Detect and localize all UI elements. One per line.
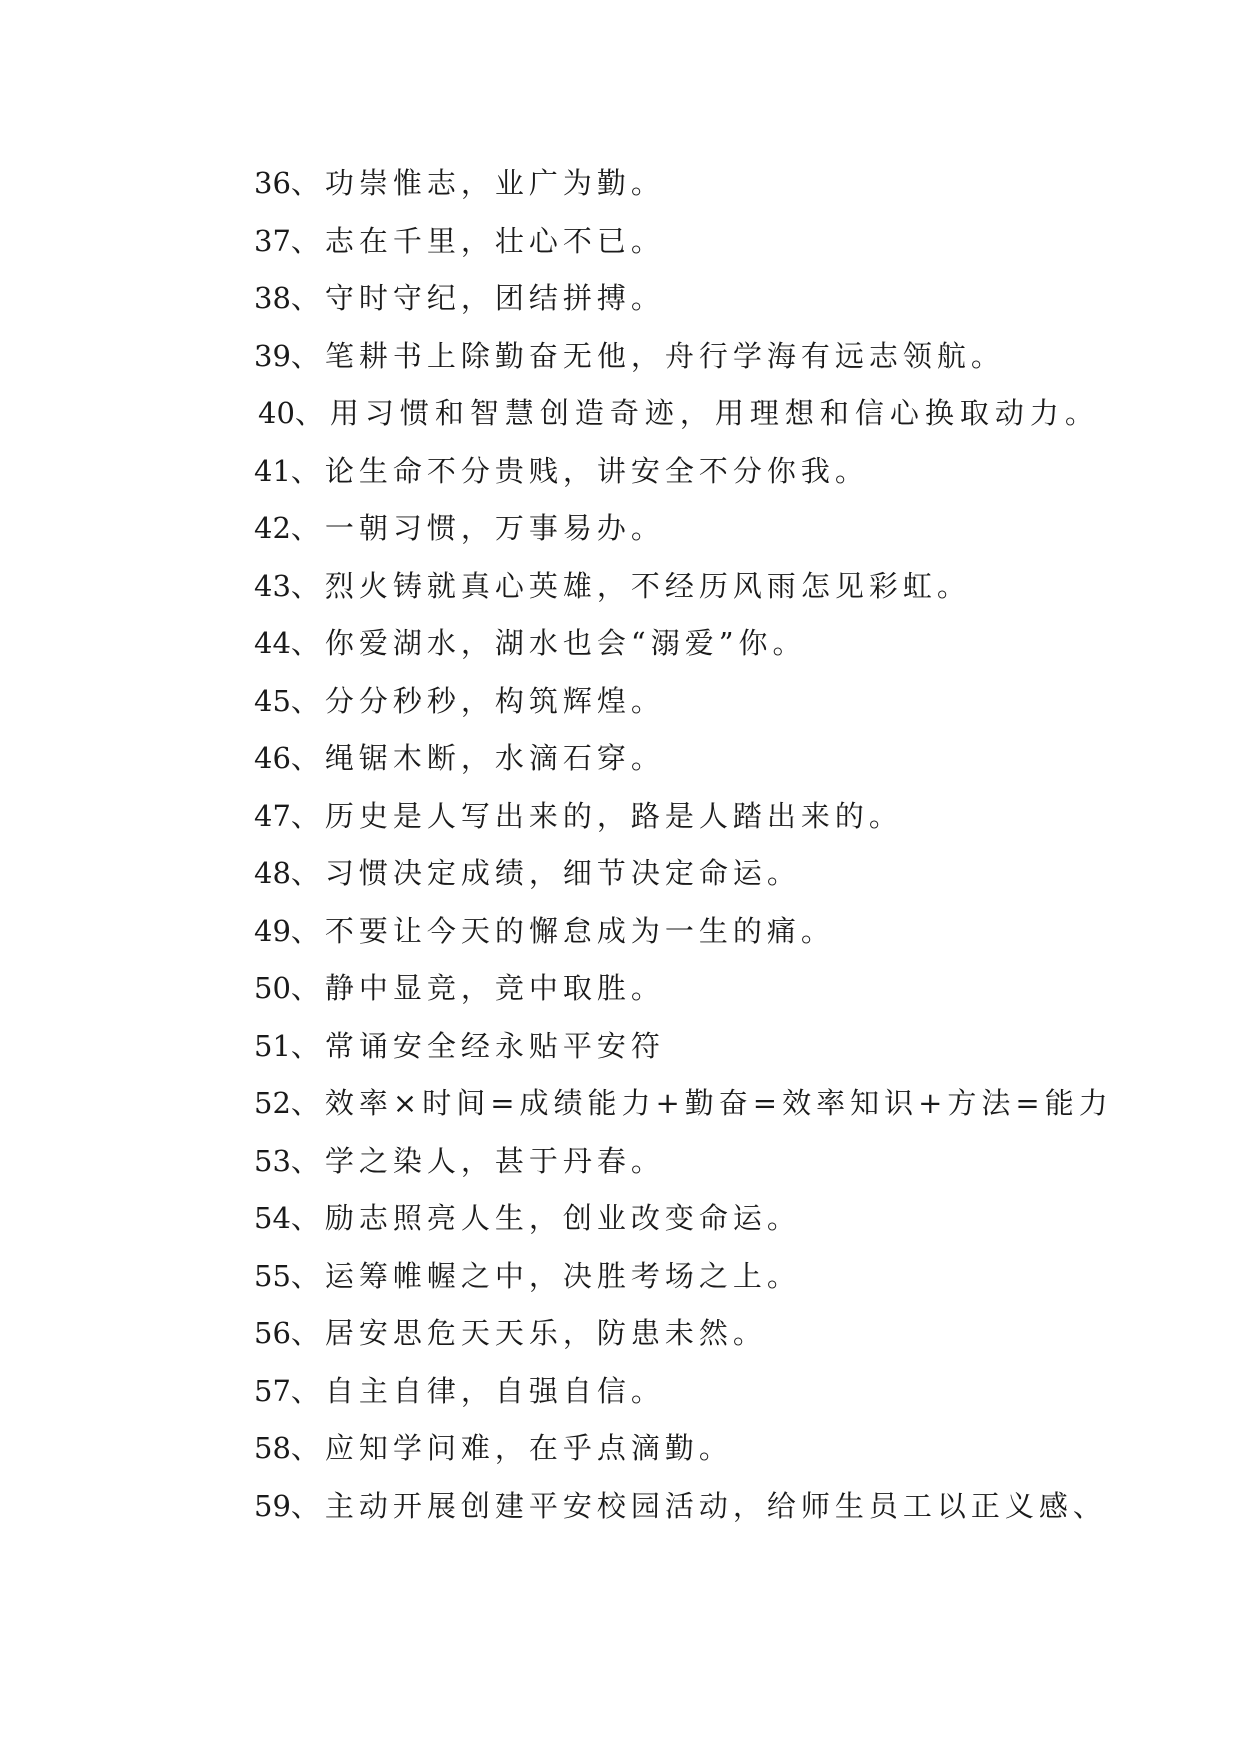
- item-text: 、居安思危天天乐，防患未然。: [290, 1316, 767, 1350]
- item-number: 50: [254, 971, 291, 1005]
- item-text: 、绳锯木断，水滴石穿。: [290, 741, 665, 775]
- list-item: [254, 903, 1154, 961]
- item-text: 、应知学问难，在乎点滴勤。: [290, 1431, 733, 1465]
- item-text: 、守时守纪，团结拼搏。: [290, 281, 665, 315]
- item-text: 、论生命不分贵贱，讲安全不分你我。: [290, 453, 869, 488]
- item-text: 、笔耕书上除勤奋无他，舟行学海有远志领航。: [290, 338, 1005, 373]
- item-text: 、不要让今天的懈怠成为一生的痛。: [290, 913, 835, 948]
- item-text: 、分分秒秒，构筑辉煌。: [290, 683, 665, 718]
- list-item: [254, 673, 1154, 731]
- list-item: [254, 1478, 1154, 1536]
- list-item: [254, 615, 1154, 673]
- list-item: [254, 1305, 1154, 1363]
- item-text: 、功崇惟志，业广为勤。: [290, 166, 665, 200]
- list-item: [254, 213, 1154, 271]
- item-text: 、主动开展创建平安校园活动，给师生员工以正义感、: [290, 1488, 1107, 1523]
- list-item: [254, 328, 1154, 386]
- list-item: [254, 443, 1154, 501]
- item-text: 、自主自律，自强自信。: [290, 1373, 665, 1408]
- item-number: 37: [254, 223, 291, 258]
- list-item: [254, 1018, 1154, 1076]
- item-text: 、烈火铸就真心英雄，不经历风雨怎见彩虹。: [290, 568, 971, 603]
- list-item: [254, 845, 1154, 903]
- item-text: 、励志照亮人生，创业改变命运。: [290, 1201, 801, 1235]
- item-number: 48: [254, 856, 291, 890]
- item-text: 、习惯决定成绩，细节决定命运。: [290, 856, 801, 890]
- item-number: 55: [254, 1258, 291, 1293]
- list-item: [254, 788, 1154, 846]
- list-item: [254, 1075, 1154, 1133]
- item-number: 43: [254, 568, 291, 603]
- item-number: 44: [254, 626, 291, 660]
- item-number: 54: [254, 1201, 291, 1235]
- item-number: 45: [254, 683, 291, 718]
- list-item: [254, 1133, 1154, 1191]
- item-number: 41: [254, 453, 291, 488]
- item-text: 、学之染人，甚于丹春。: [290, 1143, 665, 1178]
- list-item: [254, 960, 1154, 1018]
- list-item: [254, 1248, 1154, 1306]
- item-number: 49: [254, 913, 291, 948]
- item-number: 58: [254, 1431, 291, 1465]
- item-text: 、运筹帷幄之中，决胜考场之上。: [290, 1258, 801, 1293]
- item-number: 57: [254, 1373, 291, 1408]
- item-number: 53: [254, 1143, 291, 1178]
- item-text: 、志在千里，壮心不已。: [290, 223, 665, 258]
- list-item: [254, 1420, 1154, 1478]
- list-item: [254, 730, 1154, 788]
- item-number: 40: [258, 396, 295, 430]
- item-number: 59: [254, 1488, 291, 1523]
- list-item: [254, 270, 1154, 328]
- item-number: 56: [254, 1316, 291, 1350]
- list-item: [254, 1190, 1154, 1248]
- item-text: 、历史是人写出来的，路是人踏出来的。: [290, 798, 903, 833]
- slogan-list: [254, 155, 1154, 1535]
- item-number: 38: [254, 281, 291, 315]
- item-text: 、静中显竞，竞中取胜。: [290, 971, 665, 1005]
- item-number: 47: [254, 798, 291, 833]
- list-item: [254, 385, 1154, 443]
- list-item: [254, 500, 1154, 558]
- item-number: 36: [254, 166, 291, 200]
- item-number: 39: [254, 338, 291, 373]
- list-item: [254, 155, 1154, 213]
- list-item: [254, 558, 1154, 616]
- item-text: 、一朝习惯，万事易办。: [290, 511, 665, 545]
- item-text: 、常诵安全经永贴平安符: [290, 1028, 665, 1063]
- item-text: 、你爱湖水，湖水也会“溺爱”你。: [290, 626, 807, 660]
- item-number: 51: [254, 1028, 291, 1063]
- item-number: 46: [254, 741, 291, 775]
- item-text: 、用习惯和智慧创造奇迹，用理想和信心换取动力。: [294, 396, 1100, 430]
- list-item: [254, 1363, 1154, 1421]
- item-number: 52: [254, 1086, 291, 1120]
- item-text: 、效率×时间=成绩能力+勤奋=效率知识+方法=能力: [290, 1086, 1113, 1120]
- item-number: 42: [254, 511, 291, 545]
